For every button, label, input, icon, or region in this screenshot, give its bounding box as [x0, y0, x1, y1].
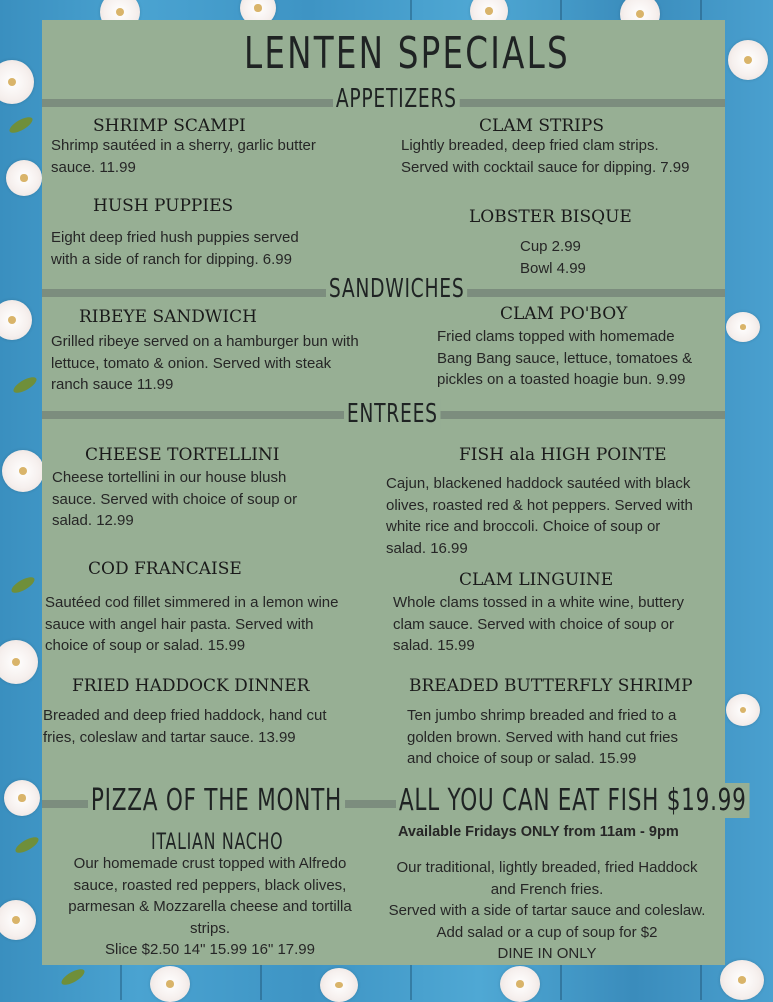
blossom-icon	[0, 60, 34, 104]
desc-line: clam sauce. Served with choice of soup or	[393, 615, 674, 633]
fish-special-desc	[374, 857, 720, 965]
desc-line: parmesan & Mozzarella cheese and tortilla	[68, 898, 352, 915]
desc-line: Fried clams topped with homemade	[437, 328, 675, 345]
item-shrimp-scampi-desc	[51, 135, 316, 178]
item-cheese-tortellini-desc	[52, 467, 297, 532]
section-sandwiches: SANDWICHES	[326, 274, 467, 304]
desc-line: golden brown. Served with hand cut fries	[407, 728, 678, 746]
desc-line: Cheese tortellini in our house blush	[52, 469, 287, 486]
desc-line: choice of soup or salad. 15.99	[45, 637, 246, 654]
leaf-icon	[13, 834, 41, 856]
item-butterfly-shrimp-name: BREADED BUTTERFLY SHRIMP	[409, 676, 693, 696]
item-cod-francaise-name: COD FRANCAISE	[88, 559, 242, 579]
blossom-icon	[728, 40, 768, 80]
leaf-icon	[7, 114, 35, 136]
item-clam-linguine-desc	[393, 592, 684, 657]
item-cheese-tortellini-name: CHEESE TORTELLINI	[85, 445, 280, 465]
desc-line: Whole clams tossed in a white wine, buttery	[393, 594, 684, 611]
item-fried-haddock-desc	[43, 705, 327, 748]
blossom-icon	[0, 300, 32, 340]
desc-line: lettuce, tomato & onion. Served with steak	[51, 354, 332, 372]
desc-line: sauce, roasted red peppers, black olives,	[73, 876, 347, 894]
desc-line: salad. 12.99	[52, 512, 134, 529]
pizza-name: ITALIAN NACHO	[151, 830, 284, 855]
desc-line: Lightly breaded, deep fried clam strips.	[401, 137, 659, 154]
item-hush-puppies-name: HUSH PUPPIES	[93, 196, 234, 216]
blossom-icon	[0, 640, 38, 684]
desc-line: Ten jumbo shrimp breaded and fried to a	[407, 707, 677, 724]
item-clam-poboy-name: CLAM PO'BOY	[500, 304, 628, 324]
blossom-icon	[720, 960, 764, 1000]
blossom-icon	[6, 160, 42, 196]
section-entrees: ENTREES	[344, 399, 441, 429]
desc-line: strips.	[189, 919, 230, 937]
desc-line: Our traditional, lightly breaded, fried Haddock	[396, 859, 698, 876]
item-cod-francaise-desc	[45, 592, 338, 657]
dine-in-only: DINE IN ONLY	[497, 945, 597, 962]
desc-line: Our homemade crust topped with Alfredo	[73, 855, 347, 872]
desc-line: sauce with angel hair pasta. Served with	[45, 615, 314, 633]
section-all-you-can-eat-fish: ALL YOU CAN EAT FISH $19.99	[396, 783, 749, 818]
desc-line: Breaded and deep fried haddock, hand cut	[43, 707, 327, 724]
item-butterfly-shrimp-desc	[407, 705, 678, 770]
leaf-icon	[11, 374, 39, 396]
desc-line: Bang Bang sauce, lettuce, tomatoes &	[437, 349, 693, 367]
item-clam-strips-name: CLAM STRIPS	[479, 116, 604, 136]
desc-line: Grilled ribeye served on a hamburger bun with	[51, 333, 359, 350]
desc-line: and French fries.	[490, 880, 604, 898]
section-appetizers: APPETIZERS	[333, 84, 460, 114]
section-pizza-of-the-month: PIZZA OF THE MONTH	[88, 783, 345, 818]
pizza-prices: Slice $2.50 14" 15.99 16" 17.99	[105, 941, 315, 958]
desc-line: pickles on a toasted hoagie bun. 9.99	[437, 371, 686, 388]
item-hush-puppies-desc	[51, 227, 299, 270]
leaf-icon	[9, 574, 37, 596]
desc-line: Served with cocktail sauce for dipping. 7.99	[401, 158, 690, 176]
blossom-icon	[320, 968, 358, 1002]
item-shrimp-scampi-name: SHRIMP SCAMPI	[93, 116, 246, 136]
desc-line: sauce. Served with choice of soup or	[52, 490, 298, 508]
blossom-icon	[0, 900, 36, 940]
item-lobster-bisque-name: LOBSTER BISQUE	[469, 207, 632, 227]
desc-line: and choice of soup or salad. 15.99	[407, 750, 637, 767]
desc-line: Sautéed cod fillet simmered in a lemon wine	[45, 594, 339, 611]
blossom-icon	[500, 966, 540, 1002]
desc-line: sauce. 11.99	[51, 158, 136, 176]
fish-availability: Available Fridays ONLY from 11am - 9pm	[398, 824, 679, 840]
desc-line: with a side of ranch for dipping. 6.99	[51, 250, 292, 268]
blossom-icon	[726, 694, 760, 726]
desc-line: Add salad or a cup of soup for $2	[436, 923, 658, 941]
item-clam-linguine-name: CLAM LINGUINE	[459, 570, 614, 590]
item-clam-poboy-desc	[437, 326, 692, 391]
desc-line: salad. 15.99	[393, 637, 475, 654]
desc-line: salad. 16.99	[386, 539, 468, 557]
item-clam-strips-desc	[401, 135, 690, 178]
leaf-icon	[59, 966, 87, 988]
desc-line: white rice and broccoli. Choice of soup or	[386, 518, 661, 535]
blossom-icon	[150, 966, 190, 1002]
desc-line: olives, roasted red & hot peppers. Served with	[386, 496, 693, 514]
blossom-icon	[726, 312, 760, 342]
blossom-icon	[4, 780, 40, 816]
desc-line: Bowl 4.99	[520, 259, 586, 277]
desc-line: fries, coleslaw and tartar sauce. 13.99	[43, 728, 296, 746]
item-ribeye-sandwich-name: RIBEYE SANDWICH	[79, 307, 257, 327]
desc-line: Shrimp sautéed in a sherry, garlic butter	[51, 137, 316, 154]
blossom-icon	[2, 450, 44, 492]
item-lobster-bisque-desc	[520, 236, 586, 279]
item-ribeye-sandwich-desc	[51, 331, 359, 396]
desc-line: ranch sauce 11.99	[51, 376, 174, 393]
page-title: LENTEN SPECIALS	[244, 28, 570, 79]
pizza-desc	[52, 853, 368, 961]
desc-line: Served with a side of tartar sauce and coleslaw.	[388, 902, 706, 919]
desc-line: Cajun, blackened haddock sautéed with black	[386, 475, 691, 492]
item-fried-haddock-name: FRIED HADDOCK DINNER	[72, 676, 310, 696]
desc-line: Eight deep fried hush puppies served	[51, 229, 299, 246]
desc-line: Cup 2.99	[520, 238, 581, 255]
item-fish-high-pointe-name: FISH ala HIGH POINTE	[459, 445, 667, 465]
item-fish-high-pointe-desc	[386, 473, 693, 559]
